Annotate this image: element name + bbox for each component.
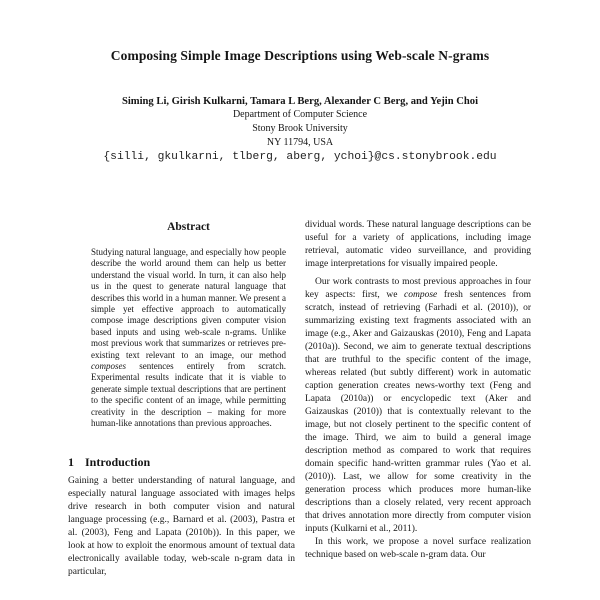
right-paragraph-1: dividual words. These natural language descriptions can be useful for a variety of applications, including image retrieval, automatic video surveillance, and providing image interpretations for visually impaired people. — [305, 220, 531, 269]
right-column — [305, 219, 531, 600]
right-paragraph-2-pre: Our work contrasts to most previous approaches in four key aspects: first, we — [305, 277, 531, 300]
section-1-heading — [68, 455, 295, 469]
section-1-number: 1 — [68, 454, 74, 469]
right-paragraph-2 — [305, 276, 531, 536]
abstract-italic-word: composes — [91, 361, 126, 372]
abstract-text-pre: Studying natural language, and especially how people describe the world around them can help us better understand the visual world. In turn, it can also help us in the quest to generate natural language that describes this world in a human manner. We present a simple yet effective approach to automatically compose image descriptions given computer vision based inputs and using web-scale n-grams. Unlike most previous work that summarizes or retrieves pre-existing text relevant to an image, our method — [91, 247, 286, 360]
authors-email: {silli, gkulkarni, tlberg, aberg, ychoi}@cs.stonybrook.edu — [103, 151, 497, 163]
affiliation-department: Department of Computer Science — [232, 109, 368, 120]
section-1-title: Introduction — [85, 454, 151, 469]
abstract-text — [91, 247, 286, 430]
left-column — [68, 219, 295, 600]
abstract-heading: Abstract — [167, 221, 210, 233]
authors-line: Siming Li, Girish Kulkarni, Tamara L Berg, Alexander C Berg, and Yejin Choi — [121, 96, 479, 107]
page-title: Composing Simple Image Descriptions using Web-scale N-grams — [110, 48, 490, 63]
affiliation-location: NY 11794, USA — [266, 137, 334, 148]
affiliation-university: Stony Brook University — [252, 123, 348, 134]
right-paragraph-3: In this work, we propose a novel surface realization technique based on web-scale n-gram data. Our — [305, 537, 531, 560]
right-paragraph-2-post: fresh sentences from scratch, instead of retrieving (Farhadi et al. (2010)), or summarizing existing text fragments associated with an image (e.g., Aker and Gaizauskas (2010), Feng and Lapata (2010a)). Second, we aim to generate textual descriptions that are truthful to the specific content of the image, whereas related (but subtly different) work in automatic caption generation creates news-worthy text (Feng and Lapata (2010a)) or encyclopedic text (Aker and Gaizauskas (2010)) that is contextually relevant to the image, but not closely pertinent to the specific content of the image. Third, we aim to build a general image description method as compared to work that requires domain specific hand-written grammar rules (Yao et al. (2010)). Last, we allow for some creativity in the generation process which produces more human-like descriptions than a closely related, very recent approach that drives annotation more directly from computer vision inputs (Kulkarni et al., 2011). — [305, 290, 531, 534]
abstract-text-post: sentences entirely from scratch. Experimental results indicate that it is viable to generate simple textual descriptions that are pertinent to the specific content of an image, while permitting creativity in the description – making for more human-like annotations than previous approaches. — [91, 361, 286, 429]
abstract-block — [91, 221, 286, 430]
intro-paragraph: Gaining a better understanding of natural language, and especially natural language associated with images helps drive research in both computer vision and natural language processing (e.g., Barnard et al. (2003), Pastra et al. (2003), Feng and Lapata (2010b)). In this paper, we look at how to exploit the enormous amount of textual data electronically available today, web-scale n-gram data in particular, — [68, 475, 295, 577]
right-paragraph-2-italic-word: compose — [404, 290, 438, 300]
paper-header — [0, 48, 600, 164]
